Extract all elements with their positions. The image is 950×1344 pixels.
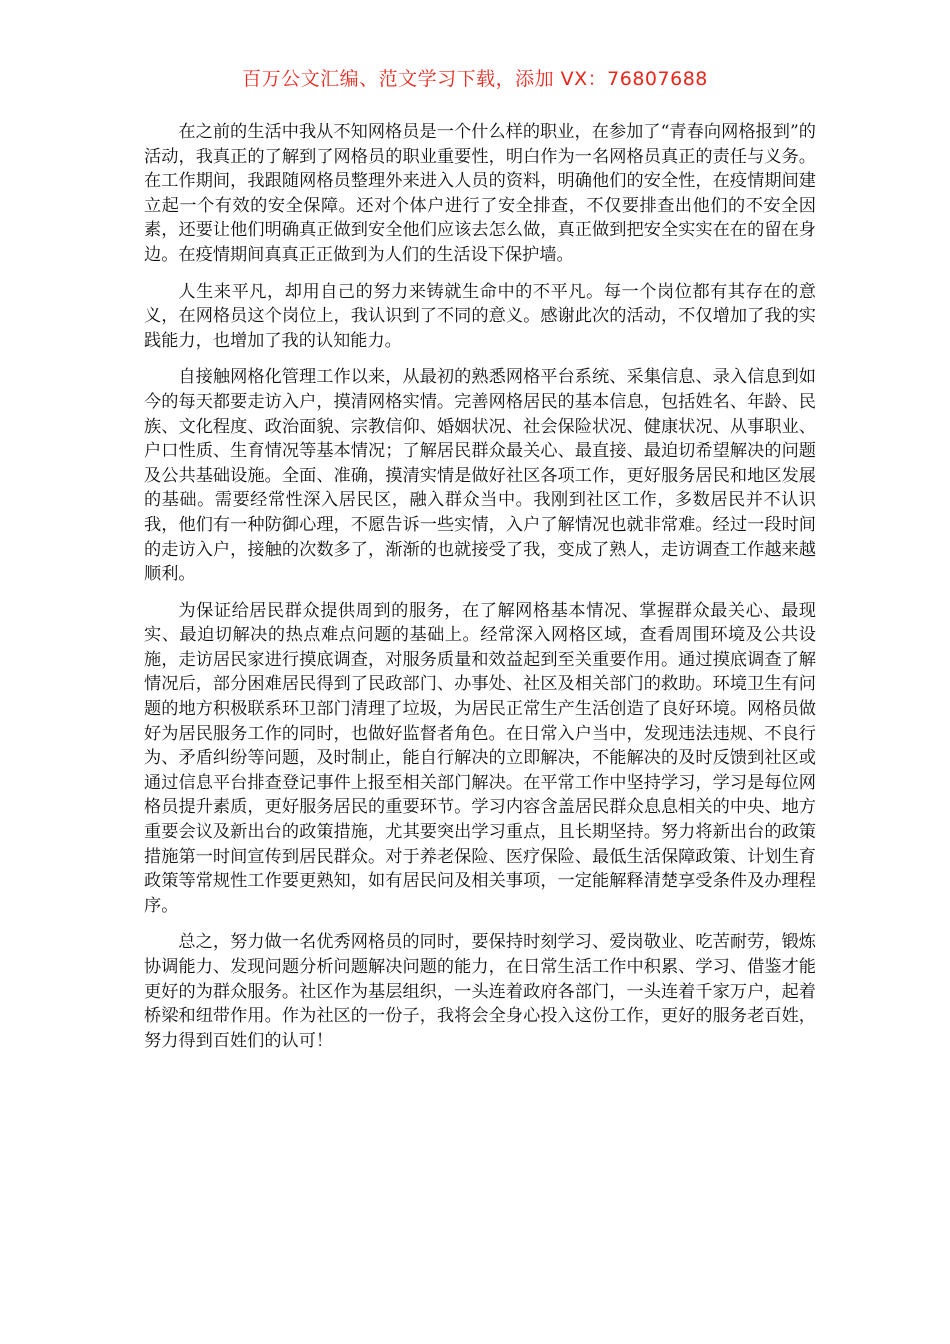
paragraph-1: 在之前的生活中我从不知网格员是一个什么样的职业，在参加了“青春向网格报到”的活动，我真正的了解到了网格员的职业重要性，明白作为一名网格员真正的责任与义务。在工作期间，我跟随网格员整理外来进入人员的资料，明确他们的安全性，在疫情期间建立起一个有效的安全保障。还对个体户进行了安全排查，不仅要排查出他们的不安全因素，还要让他们明确真正做到安全他们应该去怎么做，真正做到把安全实实在在的留在身边。在疫情期间真真正正做到为人们的生活设下保护墙。 xyxy=(144,122,816,265)
paragraph-5: 总之，努力做一名优秀网格员的同时，要保持时刻学习、爱岗敬业、吃苦耐劳，锻炼协调能力、发现问题分析问题解决问题的能力，在日常生活工作中积累、学习、借鉴才能更好的为群众服务。社区作为基层组织，一头连着政府各部门，一头连着千家万户，起着桥梁和纽带作用。作为社区的一份子，我将会全身心投入这份工作，更好的服务老百姓，努力得到百姓们的认可！ xyxy=(144,932,816,1051)
watermark-header: 百万公文汇编、范文学习下载，添加 VX：76807688 xyxy=(242,68,708,90)
document-body xyxy=(144,120,816,1065)
paragraph-2: 人生来平凡，却用自己的努力来铸就生命中的不平凡。每一个岗位都有其存在的意义，在网格员这个岗位上，我认识到了不同的意义。感谢此次的活动，不仅增加了我的实践能力，也增加了我的认知能力。 xyxy=(144,281,816,351)
paragraph-3: 自接触网格化管理工作以来，从最初的熟悉网格平台系统、采集信息、录入信息到如今的每天都要走访入户，摸清网格实情。完善网格居民的基本信息，包括姓名、年龄、民族、文化程度、政治面貌、宗教信仰、婚姻状况、社会保险状况、健康状况、从事职业、户口性质、生育情况等基本情况；了解居民群众最关心、最直接、最迫切希望解决的问题及公共基础设施。全面、准确，摸清实情是做好社区各项工作，更好服务居民和地区发展的基础。需要经常性深入居民区，融入群众当中。我刚到社区工作，多数居民并不认识我，他们有一种防御心理，不愿告诉一些实情，入户了解情况也就非常难。经过一段时间的走访入户，接触的次数多了，渐渐的也就接受了我，变成了熟人，走访调查工作越来越顺利。 xyxy=(144,367,816,585)
paragraph-4: 为保证给居民群众提供周到的服务，在了解网格基本情况、掌握群众最关心、最现实、最迫切解决的热点难点问题的基础上。经常深入网格区域，查看周围环境及公共设施，走访居民家进行摸底调查，对服务质量和效益起到至关重要作用。通过摸底调查了解情况后，部分困难居民得到了民政部门、办事处、社区及相关部门的救助。环境卫生有问题的地方积极联系环卫部门清理了垃圾，为居民正常生产生活创造了良好环境。网格员做好为居民服务工作的同时，也做好监督者角色。在日常入户当中，发现违法违规、不良行为、矛盾纠纷等问题，及时制止，能自行解决的立即解决，不能解决的及时反馈到社区或通过信息平台排查登记事件上报至相关部门解决。在平常工作中坚持学习，学习是每位网格员提升素质，更好服务居民的重要环节。学习内容含盖居民群众息息相关的中央、地方重要会议及新出台的政策措施，尤其要突出学习重点，且长期坚持。努力将新出台的政策措施第一时间宣传到居民群众。对于养老保险、医疗保险、最低生活保障政策、计划生育政策等常规性工作要更熟知，如有居民问及相关事项，一定能解释清楚享受条件及办理程序。 xyxy=(144,600,816,916)
